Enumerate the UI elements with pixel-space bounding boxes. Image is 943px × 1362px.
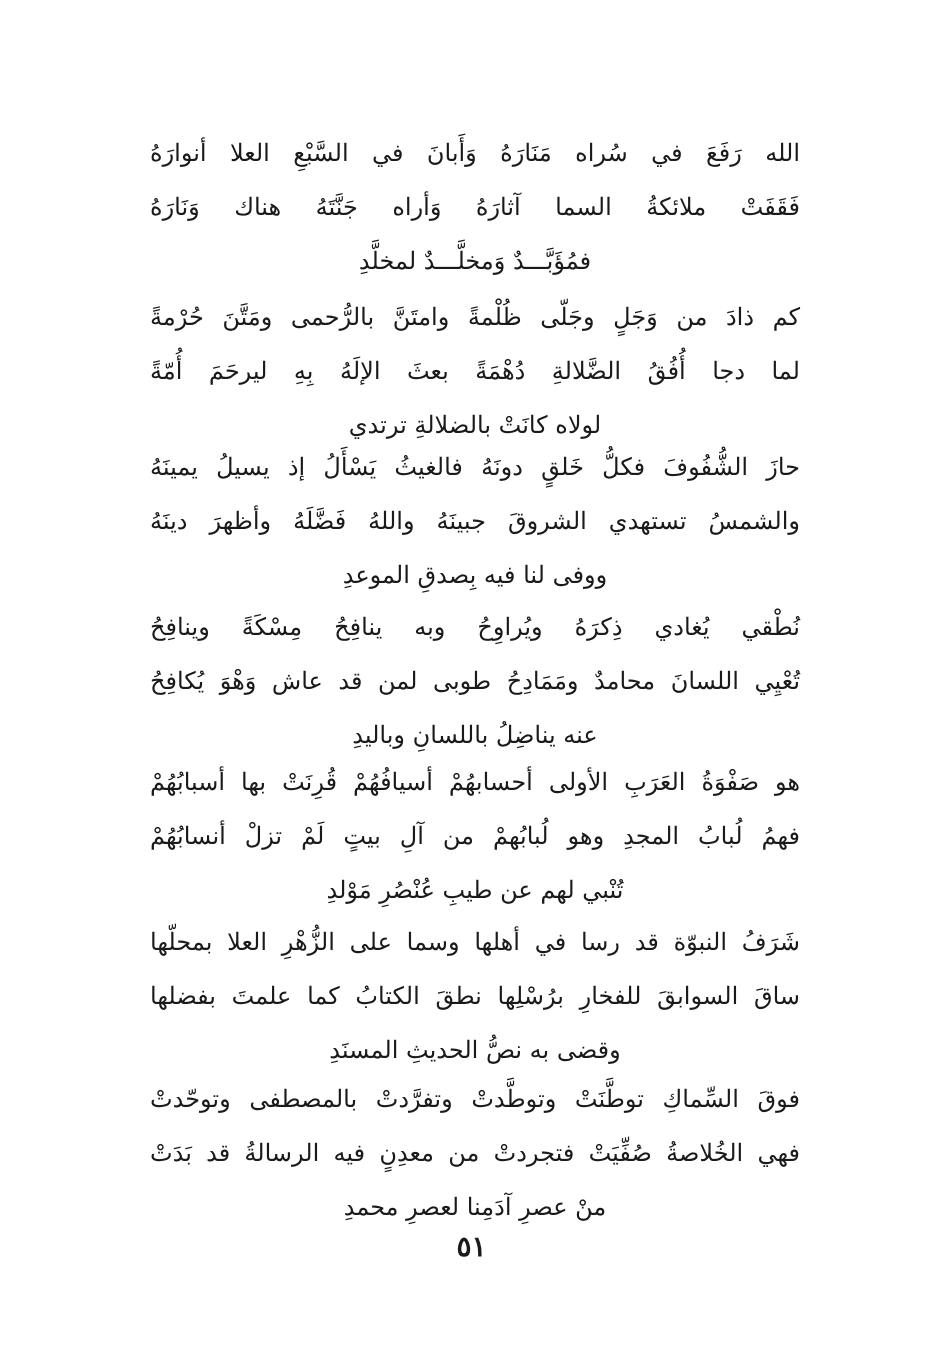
verse-line: الله رَفَعَ في سُراه مَنَارَهُ وَأَبانَ في السَّبْعِ العلا أنوارَهُ [150,139,800,167]
verse-line: نُطْقي يُغادي ذِكرَهُ ويُراوِحُ وبه ينافِحُ مِسْكَةً وينافِحُ [150,613,800,641]
verse-line: تُعْيِي اللسانَ محامدٌ ومَمَادِحُ طوبى لمن قد عاش وَهْوَ يُكافِحُ [150,667,800,695]
verse-line: فَقَفَتْ ملائكةُ السما آثارَهُ وَأراه جَنَّتَهُ هناك وَنَارَهُ [150,193,800,221]
verse-line: هو صَفْوَةُ العَرَبِ الأولى أحسابهُمْ أسيافُهُمْ قُرِنَتْ بها أسبابُهُمْ [150,768,800,796]
verse-refrain: تُنْبي لهم عن طيبِ عُنْصُرِ مَوْلدِ [326,876,624,904]
stanza-4 [150,600,800,762]
verse-line: والشمسُ تستهدي الشروقَ جبينَهُ واللهُ فَضَّلَهُ وأظهرَ دينَهُ [150,507,800,535]
verse-line: فوقَ السِّماكِ توطَّنَتْ وتوطَّدتْ وتفرَّدتْ بالمصطفى وتوحّدتْ [150,1085,800,1113]
verse-refrain: لولاه كانَتْ بالضلالةِ ترتدي [348,411,602,439]
stanza-5 [150,755,800,917]
verse-line: شَرَفُ النبوّة قد رسا في أهلها وسما على الزُّهْرِ العلا بمحلّها [150,928,800,956]
verse-refrain: عنه يناضِلُ باللسانِ وباليدِ [352,721,598,749]
verse-line: كم ذادَ من وَجَلٍ وجَلّى ظُلْمةً وامتَنَّ بالرُّحمى ومَتَّنَ حُرْمةً [150,303,800,331]
stanza-2 [150,290,800,452]
verse-line: فهي الخُلاصةُ صُفِّيَتْ فتجردتْ من معدِنٍ فيه الرسالةُ قد بَدَتْ [150,1139,800,1167]
stanza-1 [150,126,800,288]
verse-refrain: ووفى لنا فيه بِصدقِ الموعدِ [342,561,608,589]
stanza-7 [150,1072,800,1234]
stanza-6 [150,915,800,1077]
verse-refrain: منْ عصرِ آدَمِنا لعصرِ محمدِ [343,1193,607,1221]
verse-line: ساقَ السوابقَ للفخارِ برُسْلِها نطقَ الكتابُ كما علمتَ بفضلها [150,982,800,1010]
page-number: ٥١ [456,1230,487,1263]
verse-refrain: وقضى به نصُّ الحديثِ المسنَدِ [329,1036,621,1064]
verse-line: لما دجا أُفُقُ الضَّلالةِ دُهْمَةً بعثَ الإلَهُ بِهِ ليرحَمَ أُمّةً [150,357,800,385]
verse-refrain: فمُؤَبَّـــدٌ وَمخلَّـــدٌ لمخلَّدِ [358,247,592,275]
verse-line: فهمُ لُبابُ المجدِ وهو لُبابُهمْ من آلِ بيتٍ لَمْ تزلْ أنسابُهُمْ [150,822,800,850]
verse-line: حازَ الشُّفُوفَ فكلُّ خَلقٍ دونَهُ فالغيثُ يَسْأَلُ إذ يسيلُ يمينَهُ [150,453,800,481]
stanza-3 [150,440,800,602]
